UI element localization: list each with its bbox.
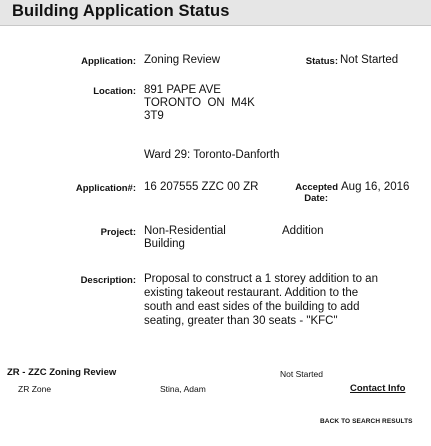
contact-info-link[interactable]: Contact Info (350, 383, 406, 394)
status-label: Status: (305, 56, 338, 67)
project-type-line-2: Building (144, 238, 185, 250)
description-line-2: existing takeout restaurant. Addition to the (144, 287, 359, 299)
project-label: Project: (100, 227, 136, 238)
review-title: ZR - ZZC Zoning Review (7, 367, 117, 378)
page-title: Building Application Status (12, 2, 230, 20)
description-line-1: Proposal to construct a 1 storey addition to an (144, 273, 378, 285)
location-line-1: 891 PAPE AVE (144, 84, 221, 96)
ward-value: Ward 29: Toronto-Danforth (144, 149, 280, 161)
application-value: Zoning Review (144, 54, 221, 66)
accepted-date-value: Aug 16, 2016 (341, 181, 410, 193)
project-work-value: Addition (282, 225, 324, 237)
project-type-line-1: Non-Residential (144, 225, 226, 237)
page-header (0, 0, 431, 26)
location-label: Location: (93, 86, 136, 97)
application-number-value: 16 207555 ZZC 00 ZR (144, 181, 259, 193)
description-label: Description: (80, 275, 136, 286)
location-line-3: 3T9 (144, 110, 164, 122)
description-line-3: south and east sides of the building to add (144, 301, 360, 313)
application-number-label: Application#: (75, 183, 136, 194)
description-line-4: seating, greater than 30 seats - "KFC" (144, 315, 338, 327)
review-status: Not Started (280, 369, 323, 379)
application-label: Application: (81, 56, 136, 67)
status-value: Not Started (340, 54, 399, 66)
accepted-date-label-line-2: Date: (304, 193, 328, 204)
location-line-2: TORONTO ON M4K (144, 97, 255, 109)
review-zone: ZR Zone (18, 384, 52, 394)
accepted-date-label-line-1: Accepted (295, 182, 338, 193)
review-contact-name: Stina, Adam (160, 384, 206, 394)
back-to-search-results-link[interactable]: BACK TO SEARCH RESULTS (320, 418, 413, 425)
